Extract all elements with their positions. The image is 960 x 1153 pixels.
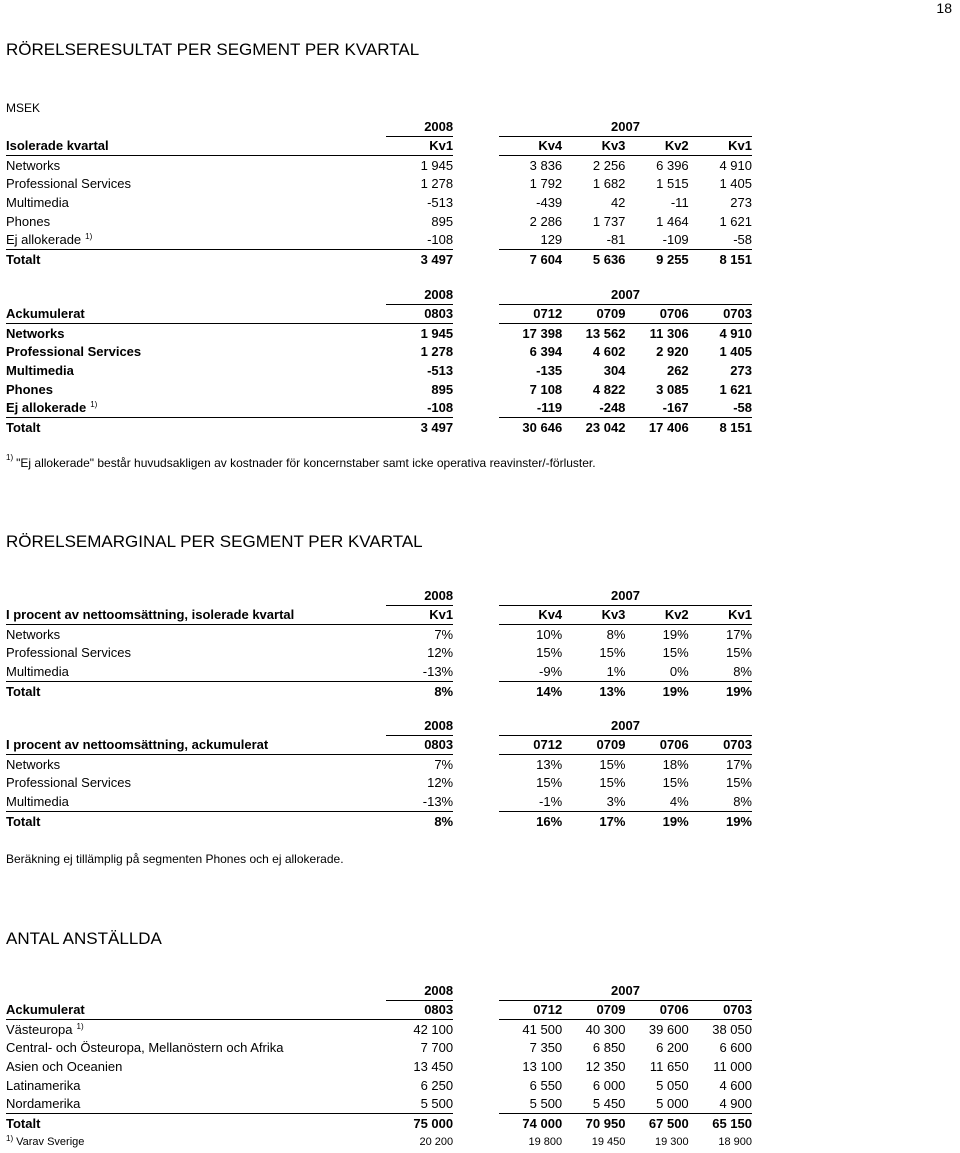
cell-value: 15% <box>599 756 626 772</box>
column-header: 0803 <box>386 304 454 324</box>
cell-value: 6 250 <box>420 1077 454 1093</box>
column-header: 0709 <box>562 735 625 755</box>
cell-value: 19% <box>662 626 689 642</box>
margin-note: Beräkning ej tillämplig på segmenten Phones och ej allokerade. <box>6 852 344 866</box>
row-label <box>6 324 386 343</box>
column-header: Kv4 <box>499 136 562 156</box>
column-header: 0803 <box>386 1000 454 1020</box>
row-label <box>6 774 386 793</box>
cell-value: 7 700 <box>420 1040 454 1056</box>
cell-value: 1 621 <box>719 381 752 397</box>
cell-value: 7 350 <box>529 1040 563 1056</box>
table-row <box>6 662 752 681</box>
cell-value: 13 562 <box>585 325 626 341</box>
row-label <box>6 625 386 644</box>
total-value: 19% <box>689 681 752 700</box>
row-header-label: Isolerade kvartal <box>6 136 386 156</box>
column-header-row <box>6 735 752 755</box>
cell-value: 895 <box>431 213 454 229</box>
column-header: Kv2 <box>625 605 688 625</box>
cell-value: 39 600 <box>648 1021 689 1037</box>
column-header: Kv1 <box>386 605 454 625</box>
cell-value: 1 792 <box>529 176 563 192</box>
cell-value: 262 <box>666 362 689 378</box>
cell-value: 1 278 <box>420 176 454 192</box>
column-header: 0706 <box>625 735 688 755</box>
year-header-row <box>6 981 752 1000</box>
year-2008: 2008 <box>386 285 454 304</box>
cell-value: 7% <box>434 626 454 642</box>
row-label-text: Ej allokerade <box>6 232 82 248</box>
cell-value: -513 <box>427 194 454 210</box>
row-label-text: Networks <box>6 157 61 173</box>
cell-value: 1 945 <box>420 157 454 173</box>
row-label-text: Latinamerika <box>6 1077 81 1093</box>
cell-value: -58 <box>733 232 752 248</box>
row-label <box>6 380 386 399</box>
row-label <box>6 343 386 362</box>
table-row <box>6 231 752 250</box>
footnote-text: "Ej allokerade" består huvudsakligen av kostnader för koncernstaber samt icke operativa reavinster/-förluster. <box>16 456 596 470</box>
cell-value: 4 910 <box>719 325 752 341</box>
cell-value: 10% <box>536 626 563 642</box>
total-label: Totalt <box>6 681 386 700</box>
cell-value: -9% <box>539 663 563 679</box>
cell-value: 1 682 <box>592 176 626 192</box>
row-label-text: Networks <box>6 626 61 642</box>
total-value: 74 000 <box>499 1114 562 1133</box>
cell-value: -135 <box>536 362 563 378</box>
total-value: 13% <box>562 681 625 700</box>
total-label: Totalt <box>6 811 386 830</box>
year-2008: 2008 <box>386 117 454 136</box>
cell-value: 7% <box>434 756 454 772</box>
cell-value: -11 <box>670 194 689 210</box>
year-2008: 2008 <box>386 586 454 605</box>
row-label-text: Professional Services <box>6 645 131 661</box>
cell-value: 1 405 <box>719 344 752 360</box>
cell-value: 38 050 <box>712 1021 752 1037</box>
cell-value: 6 550 <box>529 1077 563 1093</box>
cell-value: -81 <box>606 232 626 248</box>
year-2007: 2007 <box>499 285 752 304</box>
row-label <box>6 755 386 774</box>
cell-value: 3% <box>606 793 626 809</box>
row-label-text: Asien och Oceanien <box>6 1058 123 1074</box>
column-header-row <box>6 1000 752 1020</box>
unit-label: MSEK <box>6 101 41 115</box>
cell-value: 1 945 <box>420 325 454 341</box>
cell-value: 4 600 <box>719 1077 752 1093</box>
cell-value: 7 108 <box>529 381 563 397</box>
row-label-text: Networks <box>6 325 65 341</box>
total-value: 7 604 <box>499 250 562 269</box>
cell-value: 5 450 <box>592 1096 626 1112</box>
total-row <box>6 250 752 269</box>
cell-value: 8% <box>733 663 752 679</box>
table-row <box>6 792 752 811</box>
cell-value: 5 050 <box>656 1077 689 1093</box>
row-label <box>6 175 386 194</box>
cell-value: -439 <box>536 194 563 210</box>
column-header: 0703 <box>689 304 752 324</box>
cell-value: -13% <box>422 793 454 809</box>
row-label <box>6 156 386 175</box>
cell-value: 6 396 <box>656 157 689 173</box>
cell-value: 1 737 <box>592 213 626 229</box>
row-label-text: Central- och Östeuropa, Mellanöstern och Afrika <box>6 1040 284 1056</box>
column-header-row <box>6 605 752 625</box>
row-label-text: Phones <box>6 213 51 229</box>
row-label <box>6 1020 386 1039</box>
row-label-text: Professional Services <box>6 775 131 791</box>
cell-value: 5 500 <box>420 1096 454 1112</box>
row-label <box>6 399 386 418</box>
total-value: 9 255 <box>625 250 688 269</box>
cell-value: 15% <box>536 775 563 791</box>
total-value: 17 406 <box>625 418 688 437</box>
footer-value: 18 900 <box>718 1136 752 1149</box>
cell-value: 4 602 <box>592 344 626 360</box>
cell-value: -167 <box>662 400 689 416</box>
row-label <box>6 361 386 380</box>
column-header: 0706 <box>625 304 688 324</box>
table-row <box>6 1095 752 1114</box>
cell-value: 6 200 <box>656 1040 689 1056</box>
table-row <box>6 1076 752 1095</box>
row-label-text: Professional Services <box>6 176 131 192</box>
row-label-text: Multimedia <box>6 663 69 679</box>
cell-value: 0% <box>669 663 689 679</box>
table-row <box>6 1057 752 1076</box>
cell-value: 6 600 <box>719 1040 752 1056</box>
year-2008: 2008 <box>386 716 454 735</box>
cell-value: -108 <box>427 400 454 416</box>
operating-margin-accumulated-table <box>6 716 752 831</box>
column-header-row <box>6 136 752 156</box>
row-label-text: Nordamerika <box>6 1096 81 1112</box>
row-label <box>6 644 386 663</box>
total-value: 14% <box>499 681 562 700</box>
column-header: Kv3 <box>562 605 625 625</box>
table-row <box>6 380 752 399</box>
cell-value: 17 398 <box>522 325 563 341</box>
column-header: 0712 <box>499 735 562 755</box>
cell-value: 895 <box>431 381 454 397</box>
total-row <box>6 418 752 437</box>
table-row <box>6 324 752 343</box>
total-value: 65 150 <box>689 1114 752 1133</box>
year-header-row <box>6 716 752 735</box>
total-row <box>6 811 752 830</box>
cell-value: 15% <box>536 645 563 661</box>
table-row <box>6 175 752 194</box>
operating-margin-quarterly-table <box>6 586 752 701</box>
year-2007: 2007 <box>499 117 752 136</box>
column-header: Kv4 <box>499 605 562 625</box>
row-label <box>6 231 386 250</box>
total-label: Totalt <box>6 250 386 269</box>
footnote-marker: 1) <box>76 1021 84 1031</box>
cell-value: 2 920 <box>656 344 689 360</box>
total-label: Totalt <box>6 1114 386 1133</box>
cell-value: 2 256 <box>592 157 626 173</box>
cell-value: 12% <box>427 645 454 661</box>
row-label <box>6 1076 386 1095</box>
table-row <box>6 193 752 212</box>
column-header: 0709 <box>562 1000 625 1020</box>
total-value: 70 950 <box>562 1114 625 1133</box>
cell-value: 304 <box>603 362 626 378</box>
footer-label <box>6 1133 386 1152</box>
cell-value: 17% <box>725 626 752 642</box>
row-label <box>6 1057 386 1076</box>
column-header: 0706 <box>625 1000 688 1020</box>
year-2007: 2007 <box>499 586 752 605</box>
total-value: 19% <box>625 811 688 830</box>
total-value: 75 000 <box>386 1114 454 1133</box>
cell-value: 4% <box>669 793 689 809</box>
cell-value: 15% <box>725 645 752 661</box>
cell-value: 15% <box>725 775 752 791</box>
cell-value: 4 900 <box>719 1096 752 1112</box>
row-label <box>6 792 386 811</box>
cell-value: 15% <box>599 645 626 661</box>
total-value: 19% <box>689 811 752 830</box>
cell-value: 1 405 <box>719 176 752 192</box>
cell-value: 1% <box>606 663 626 679</box>
total-value: 19% <box>625 681 688 700</box>
cell-value: 15% <box>662 645 689 661</box>
operating-result-quarterly-table <box>6 117 752 269</box>
cell-value: 18% <box>662 756 689 772</box>
cell-value: 42 100 <box>413 1021 454 1037</box>
footnote-marker: 1) <box>6 1134 14 1144</box>
footer-label-text: Varav Sverige <box>16 1136 85 1149</box>
operating-result-accumulated-table <box>6 285 752 437</box>
row-label <box>6 662 386 681</box>
cell-value: 6 394 <box>529 344 563 360</box>
cell-value: 5 000 <box>656 1096 689 1112</box>
table-row <box>6 625 752 644</box>
column-header: 0803 <box>386 735 454 755</box>
table-row <box>6 156 752 175</box>
cell-value: 8% <box>733 793 752 809</box>
column-header: Kv2 <box>625 136 688 156</box>
table-row <box>6 774 752 793</box>
row-header-label: I procent av nettoomsättning, ackumulerat <box>6 735 386 755</box>
cell-value: 1 464 <box>656 213 689 229</box>
cell-value: -513 <box>427 362 454 378</box>
employees-table <box>6 981 752 1151</box>
row-label-text: Professional Services <box>6 344 142 360</box>
row-label <box>6 193 386 212</box>
table-row <box>6 755 752 774</box>
total-value: 5 636 <box>562 250 625 269</box>
cell-value: -58 <box>733 400 752 416</box>
cell-value: 13% <box>536 756 563 772</box>
year-header-row <box>6 586 752 605</box>
cell-value: -109 <box>662 232 689 248</box>
cell-value: 13 450 <box>413 1058 454 1074</box>
cell-value: 273 <box>730 362 752 378</box>
cell-value: 6 000 <box>592 1077 626 1093</box>
row-label-text: Multimedia <box>6 194 69 210</box>
row-label-text: Networks <box>6 756 61 772</box>
year-header-row <box>6 117 752 136</box>
total-value: 8% <box>386 681 454 700</box>
total-label: Totalt <box>6 418 386 437</box>
footer-value: 19 450 <box>591 1136 626 1149</box>
row-label-text: Multimedia <box>6 362 74 378</box>
total-value: 8 151 <box>689 418 752 437</box>
row-label-text: Västeuropa <box>6 1021 73 1037</box>
column-header: 0703 <box>689 1000 752 1020</box>
table-row <box>6 1020 752 1039</box>
cell-value: 13 100 <box>522 1058 563 1074</box>
cell-value: 4 822 <box>592 381 626 397</box>
cell-value: 15% <box>599 775 626 791</box>
table-row <box>6 644 752 663</box>
cell-value: 2 286 <box>529 213 563 229</box>
total-row <box>6 681 752 700</box>
footnote-marker: 1) <box>90 400 98 410</box>
column-header: Kv1 <box>386 136 454 156</box>
column-header: 0703 <box>689 735 752 755</box>
cell-value: 12 350 <box>585 1058 626 1074</box>
cell-value: 4 910 <box>719 157 752 173</box>
cell-value: 17% <box>725 756 752 772</box>
footer-value: 20 200 <box>419 1136 454 1149</box>
footnote-marker: 1) <box>85 232 93 242</box>
cell-value: -248 <box>599 400 626 416</box>
total-value: 17% <box>562 811 625 830</box>
cell-value: 12% <box>427 775 454 791</box>
cell-value: 40 300 <box>585 1021 626 1037</box>
total-value: 23 042 <box>562 418 625 437</box>
section-title-operating-margin: RÖRELSEMARGINAL PER SEGMENT PER KVARTAL <box>6 532 423 551</box>
cell-value: 3 085 <box>656 381 689 397</box>
row-label-text: Multimedia <box>6 793 69 809</box>
cell-value: 3 836 <box>529 157 563 173</box>
total-value: 3 497 <box>386 418 454 437</box>
table-row <box>6 399 752 418</box>
total-value: 3 497 <box>386 250 454 269</box>
year-2007: 2007 <box>499 981 752 1000</box>
cell-value: 6 850 <box>592 1040 626 1056</box>
total-value: 16% <box>499 811 562 830</box>
column-header: 0709 <box>562 304 625 324</box>
footnote-marker: 1) <box>6 453 14 462</box>
cell-value: 1 278 <box>420 344 454 360</box>
cell-value: -13% <box>422 663 454 679</box>
total-value: 67 500 <box>625 1114 688 1133</box>
year-header-row <box>6 285 752 304</box>
row-label <box>6 212 386 231</box>
column-header: 0712 <box>499 304 562 324</box>
cell-value: 5 500 <box>529 1096 563 1112</box>
page-number: 18 <box>936 0 952 16</box>
row-header-label: I procent av nettoomsättning, isolerade kvartal <box>6 605 386 625</box>
footer-value: 19 300 <box>655 1136 689 1149</box>
cell-value: -1% <box>539 793 563 809</box>
row-label-text: Phones <box>6 381 53 397</box>
footer-value: 19 800 <box>528 1136 563 1149</box>
cell-value: 129 <box>540 232 563 248</box>
cell-value: 11 650 <box>649 1058 689 1074</box>
table-row <box>6 212 752 231</box>
table-row <box>6 1039 752 1058</box>
row-label-text: Ej allokerade <box>6 400 87 416</box>
cell-value: 42 <box>610 194 626 210</box>
cell-value: 8% <box>606 626 626 642</box>
column-header: Kv1 <box>689 136 752 156</box>
total-value: 30 646 <box>499 418 562 437</box>
cell-value: 1 515 <box>656 176 689 192</box>
cell-value: 41 500 <box>522 1021 563 1037</box>
section-title-operating-result: RÖRELSERESULTAT PER SEGMENT PER KVARTAL <box>6 40 420 59</box>
row-label <box>6 1039 386 1058</box>
total-value: 8 151 <box>689 250 752 269</box>
cell-value: -119 <box>536 400 563 416</box>
row-header-label: Ackumulerat <box>6 1000 386 1020</box>
cell-value: 11 306 <box>649 325 689 341</box>
column-header: Kv1 <box>689 605 752 625</box>
cell-value: 15% <box>662 775 689 791</box>
table-row <box>6 343 752 362</box>
cell-value: 1 621 <box>719 213 752 229</box>
cell-value: -108 <box>427 232 454 248</box>
row-header-label: Ackumulerat <box>6 304 386 324</box>
section-title-employees: ANTAL ANSTÄLLDA <box>6 929 162 948</box>
year-2007: 2007 <box>499 716 752 735</box>
column-header-row <box>6 304 752 324</box>
cell-value: 273 <box>730 194 752 210</box>
cell-value: 11 000 <box>713 1058 752 1074</box>
table-row <box>6 361 752 380</box>
column-header: 0712 <box>499 1000 562 1020</box>
footer-row <box>6 1133 752 1152</box>
total-row <box>6 1114 752 1133</box>
footnote-unallocated <box>6 453 596 470</box>
year-2008: 2008 <box>386 981 454 1000</box>
column-header: Kv3 <box>562 136 625 156</box>
row-label <box>6 1095 386 1114</box>
total-value: 8% <box>386 811 454 830</box>
